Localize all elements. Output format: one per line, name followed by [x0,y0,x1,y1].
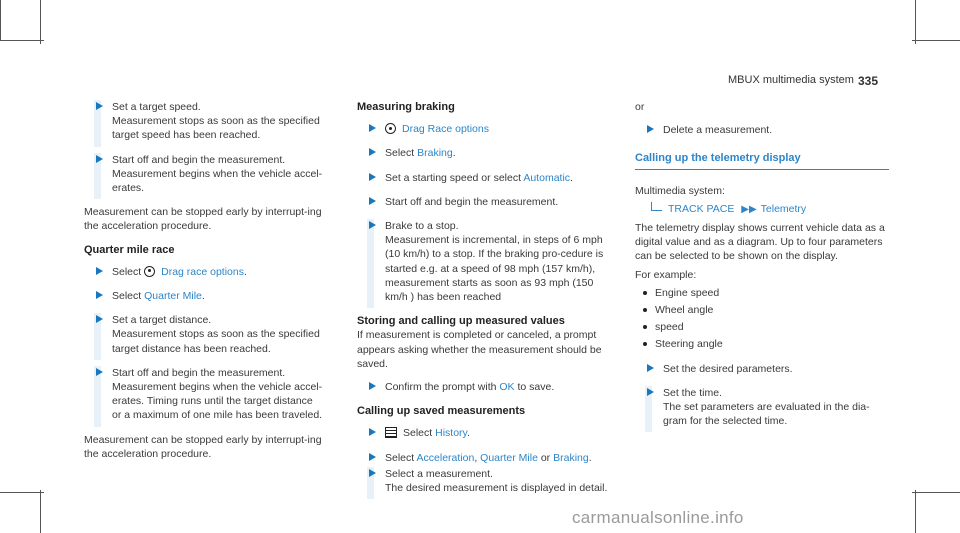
section-heading: Storing and calling up measured values [357,315,565,328]
step [84,100,324,143]
step-detail: Measurement begins when the vehicle accel-erates. [112,167,323,195]
step-arrow-icon [96,315,103,323]
paragraph: If measurement is completed or canceled, a prompt appears asking whether the measurement should be saved. [357,329,602,370]
step: Set a starting speed or select Automatic. [357,171,619,185]
step [357,122,619,136]
step [635,386,893,429]
step-text: Select a measurement. [385,467,493,480]
menu-path [635,202,893,217]
braking-link[interactable]: Braking [417,147,453,160]
crop-mark [915,0,916,44]
paragraph: Measurement can be stopped early by interrupt-ing the acceleration procedure. [84,206,322,233]
step-text: Confirm the prompt with [385,381,497,394]
step-detail: Measurement stops as soon as the specified target speed has been reached. [112,115,320,142]
step-text: Set the time. [663,386,722,399]
step: Select Quarter Mile. [84,289,324,303]
ok-link[interactable]: OK [499,381,515,394]
step [635,123,893,137]
automatic-link[interactable]: Automatic [523,171,571,184]
step-arrow-icon [647,388,654,396]
section-heading: Calling up the telemetry display [635,151,889,169]
step-text: Select [112,290,142,303]
list-item-text: Steering angle [655,338,723,351]
step [635,362,893,376]
list-item-text: Wheel angle [655,304,714,317]
gear-icon [144,266,155,277]
drag-race-options-link[interactable]: Drag Race options [402,123,489,136]
step-arrow-icon [369,453,376,461]
step-text: Delete a measurement. [663,124,773,137]
step-text: Select [385,147,415,160]
gear-icon [385,123,396,134]
crop-mark [912,40,960,41]
menu-path-arrow-icon [651,202,662,211]
step-text: Select [112,265,142,278]
column-1 [84,100,324,470]
step-arrow-icon [369,428,376,436]
step-detail: The set parameters are evaluated in the dia-gram for the selected time. [663,401,870,428]
list-item-text: speed [655,321,684,334]
step-detail: Measurement is incremental, in steps of 6 mph (10 km/h) to a stop. If the braking pro-cedure is started e.g. at a speed of 98 mph (157 km/h), measurement starts as soon as 93 mph (150 km/h ) has been reached [385,234,604,304]
crop-mark [40,0,41,44]
section-heading: Calling up saved measurements [357,405,526,418]
step [357,219,619,304]
step: Select History. [357,426,619,440]
step-detail: The desired measurement is displayed in detail. [385,482,608,495]
step [357,195,619,209]
crop-mark [0,492,44,493]
step [357,380,619,394]
list-item [635,337,893,351]
step-arrow-icon [647,364,654,372]
step [84,153,324,196]
step [84,313,324,356]
step-text: Start off and begin the measurement. [112,153,286,166]
history-link[interactable]: History [435,427,467,440]
step-arrow-icon [96,368,103,376]
step-text: Set the desired parameters. [663,362,793,375]
step: Select Drag race options. [84,265,324,279]
bullet-icon [643,342,647,346]
step-arrow-icon [369,382,376,390]
page-header [728,74,879,88]
double-chevron-icon: ▶▶ [741,203,757,215]
section-heading: Measuring braking [357,101,455,113]
page-number: 335 [858,74,879,88]
list-item-text: Engine speed [655,286,720,299]
paragraph: or [635,101,645,113]
paragraph: Measurement can be stopped early by interrupt-ing the acceleration procedure. [84,433,322,460]
step-arrow-icon [369,469,376,477]
drag-race-options-link[interactable]: Drag race options [161,265,244,278]
list-item [635,320,893,334]
quarter-mile-link[interactable]: Quarter Mile [480,451,538,464]
list-item [635,303,893,317]
step-detail: Measurement stops as soon as the specified target distance has been reached. [112,328,320,355]
step-text: Select [385,451,415,464]
acceleration-link[interactable]: Acceleration [416,451,475,464]
crop-mark [915,490,916,533]
step: Select Acceleration, Quarter Mile or Braking. [357,451,619,465]
step-arrow-icon [369,173,376,181]
step-arrow-icon [96,291,103,299]
track-pace-link[interactable]: TRACK PACE [668,202,735,215]
paragraph: For example: [635,268,697,281]
step [357,467,619,495]
step-arrow-icon [96,102,103,110]
step-text: Start off and begin the measurement. [112,366,286,379]
step-arrow-icon [369,197,376,205]
step-detail: Measurement begins when the vehicle accel-erates. Timing runs until the target distance or a maximum of one mile has been traveled. [112,381,323,422]
step [84,366,324,423]
bullet-icon [643,325,647,329]
crop-mark [912,492,960,493]
step-text: or [540,451,551,464]
step-text: Set a starting speed or select [385,171,521,184]
telemetry-link[interactable]: Telemetry [760,202,807,215]
crop-mark [0,0,1,40]
braking-link[interactable]: Braking [553,451,589,464]
list-item [635,286,893,300]
step-text: Set a target speed. [112,101,201,113]
section-heading: Quarter mile race [84,243,175,256]
step-arrow-icon [647,125,654,133]
step-arrow-icon [369,221,376,229]
column-2 [357,100,619,505]
step-text: Set a target distance. [112,314,212,327]
paragraph: The telemetry display shows current vehicle data as a digital value and as a diagram. Up to four parameters can be selected to be shown on the display. [635,222,885,263]
quarter-mile-link[interactable]: Quarter Mile [144,290,202,303]
list-menu-icon [385,427,397,438]
step-text: Select [403,427,433,440]
step-arrow-icon [96,155,103,163]
step-arrow-icon [369,148,376,156]
column-3 [635,100,893,438]
step-text: Brake to a stop. [385,220,459,233]
step: Select Braking. [357,146,619,160]
step-arrow-icon [96,267,103,275]
step-arrow-icon [369,124,376,132]
crop-mark [0,40,44,41]
bullet-icon [643,291,647,295]
crop-mark [40,490,41,533]
header-title: MBUX multimedia system [728,74,854,86]
bullet-icon [643,308,647,312]
step-text: Start off and begin the measurement. [385,195,559,208]
menu-path-label: Multimedia system: [635,184,725,197]
watermark: carmanualsonline.info [572,508,744,527]
step-text: to save. [517,381,555,394]
